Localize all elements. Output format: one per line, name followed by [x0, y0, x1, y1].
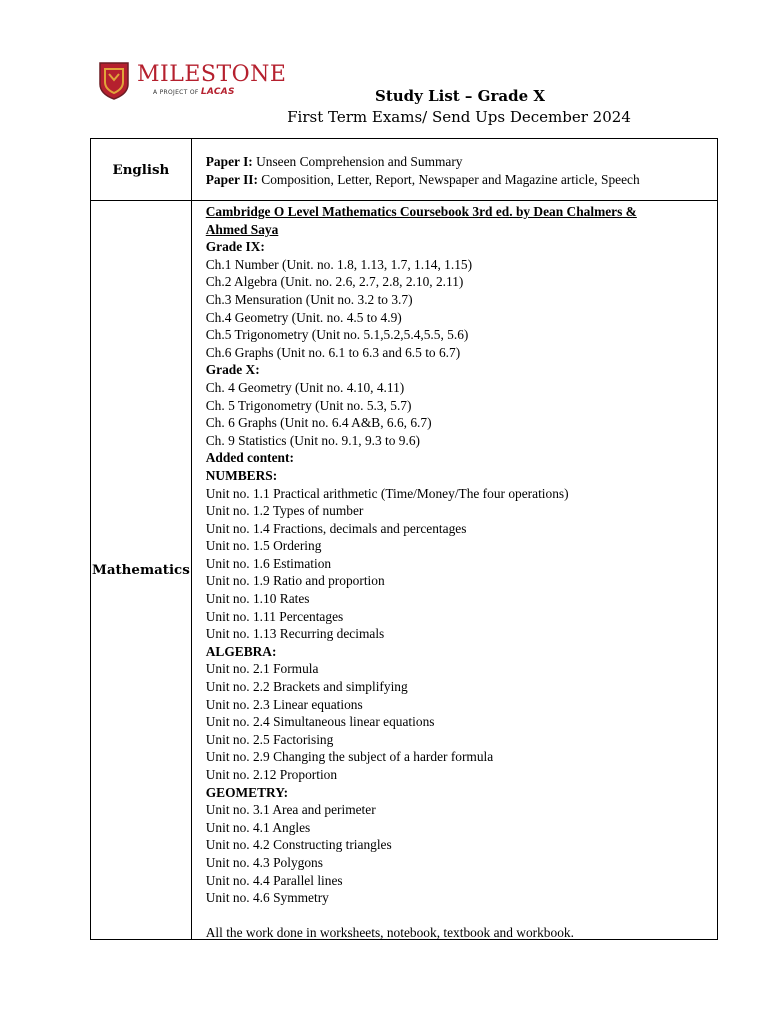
list-item: Unit no. 4.6 Symmetry [205, 890, 329, 906]
paper2-label: Paper II: [205, 171, 258, 187]
list-item: Ch.2 Algebra (Unit. no. 2.6, 2.7, 2.8, 2.10, 2.11) [205, 274, 464, 290]
footer-note: All the work done in worksheets, notebook, textbook and workbook. [205, 925, 574, 941]
list-item: Unit no. 2.4 Simultaneous linear equations [205, 714, 435, 730]
geometry-list [206, 801, 711, 907]
list-item: Ch. 6 Graphs (Unit no. 6.4 A&B, 6.6, 6.7) [205, 415, 432, 431]
mathematics-row [91, 201, 718, 940]
list-item: Ch.6 Graphs (Unit no. 6.1 to 6.3 and 6.5 to 6.7) [205, 344, 461, 360]
list-item: Unit no. 2.9 Changing the subject of a harder formula [205, 749, 494, 765]
mathematics-subject-cell [91, 201, 192, 940]
coursebook-title-line2: Ahmed Saya [205, 221, 279, 237]
logo-subtitle [153, 88, 235, 97]
list-item: Unit no. 4.2 Constructing triangles [205, 837, 392, 853]
study-list-table [90, 138, 718, 940]
list-item: Unit no. 4.4 Parallel lines [205, 872, 343, 888]
english-subject-label: English [112, 161, 170, 178]
added-content-heading: Added content: [205, 450, 294, 466]
english-row [91, 139, 718, 201]
list-item: Ch.5 Trigonometry (Unit no. 5.1,5.2,5.4,5.5, 5.6) [205, 327, 469, 343]
list-item: Unit no. 4.1 Angles [205, 819, 311, 835]
paper1-text: Unseen Comprehension and Summary [252, 153, 463, 169]
logo-brand-text: MILESTONE [137, 62, 287, 87]
list-item: Ch. 4 Geometry (Unit no. 4.10, 4.11) [205, 379, 405, 395]
algebra-heading: ALGEBRA: [205, 643, 277, 659]
list-item: Unit no. 2.12 Proportion [205, 767, 338, 782]
list-item: Ch. 9 Statistics (Unit no. 9.1, 9.3 to 9.6) [205, 432, 421, 448]
list-item: Unit no. 1.13 Recurring decimals [205, 626, 385, 642]
grade9-list [206, 256, 711, 362]
grade10-list [206, 379, 711, 449]
grade10-heading: Grade X: [205, 362, 260, 378]
list-item: Unit no. 1.10 Rates [205, 591, 310, 607]
geometry-heading: GEOMETRY: [205, 784, 289, 800]
coursebook-title-line1: Cambridge O Level Mathematics Coursebook 3rd ed. by Dean Chalmers & [205, 204, 637, 219]
mathematics-content [206, 201, 711, 939]
english-content-cell [191, 139, 717, 201]
mathematics-content-cell [191, 201, 717, 940]
list-item: Unit no. 1.5 Ordering [205, 538, 322, 554]
list-item: Ch.4 Geometry (Unit. no. 4.5 to 4.9) [205, 309, 402, 325]
page-title: Study List – Grade X [375, 87, 545, 105]
paper2-text: Composition, Letter, Report, Newspaper and Magazine article, Speech [257, 171, 640, 187]
list-item: Unit no. 1.11 Percentages [205, 608, 344, 624]
spacer [206, 907, 711, 925]
list-item: Ch.3 Mensuration (Unit no. 3.2 to 3.7) [205, 291, 413, 307]
paper1-label: Paper I: [205, 153, 253, 169]
list-item: Unit no. 4.3 Polygons [205, 854, 323, 870]
english-paper2 [206, 171, 711, 189]
list-item: Unit no. 1.9 Ratio and proportion [205, 573, 385, 589]
list-item: Unit no. 2.5 Factorising [205, 731, 334, 747]
grade9-heading: Grade IX: [205, 239, 265, 255]
logo-org-text: LACAS [200, 87, 235, 97]
list-item: Unit no. 2.2 Brackets and simplifying [205, 679, 408, 695]
list-item: Unit no. 3.1 Area and perimeter [205, 802, 376, 818]
list-item: Ch. 5 Trigonometry (Unit no. 5.3, 5.7) [205, 397, 412, 413]
list-item: Unit no. 1.6 Estimation [205, 555, 332, 571]
list-item: Unit no. 2.1 Formula [205, 661, 319, 677]
numbers-list [206, 485, 711, 643]
list-item: Ch.1 Number (Unit. no. 1.8, 1.13, 1.7, 1.14, 1.15) [205, 256, 473, 272]
logo-sub-text: A PROJECT OF [153, 89, 199, 96]
milestone-logo [97, 60, 287, 104]
numbers-heading: NUMBERS: [205, 467, 278, 483]
english-subject-cell [91, 139, 192, 201]
english-paper1 [206, 153, 711, 171]
list-item: Unit no. 2.3 Linear equations [205, 696, 363, 712]
page-subtitle: First Term Exams/ Send Ups December 2024 [287, 108, 631, 126]
mathematics-subject-label: Mathematics [92, 562, 190, 578]
list-item: Unit no. 1.2 Types of number [205, 503, 364, 519]
algebra-list [206, 660, 711, 783]
shield-logo-icon [97, 60, 131, 100]
list-item: Unit no. 1.1 Practical arithmetic (Time/Money/The four operations) [205, 485, 569, 501]
list-item: Unit no. 1.4 Fractions, decimals and percentages [205, 520, 467, 536]
